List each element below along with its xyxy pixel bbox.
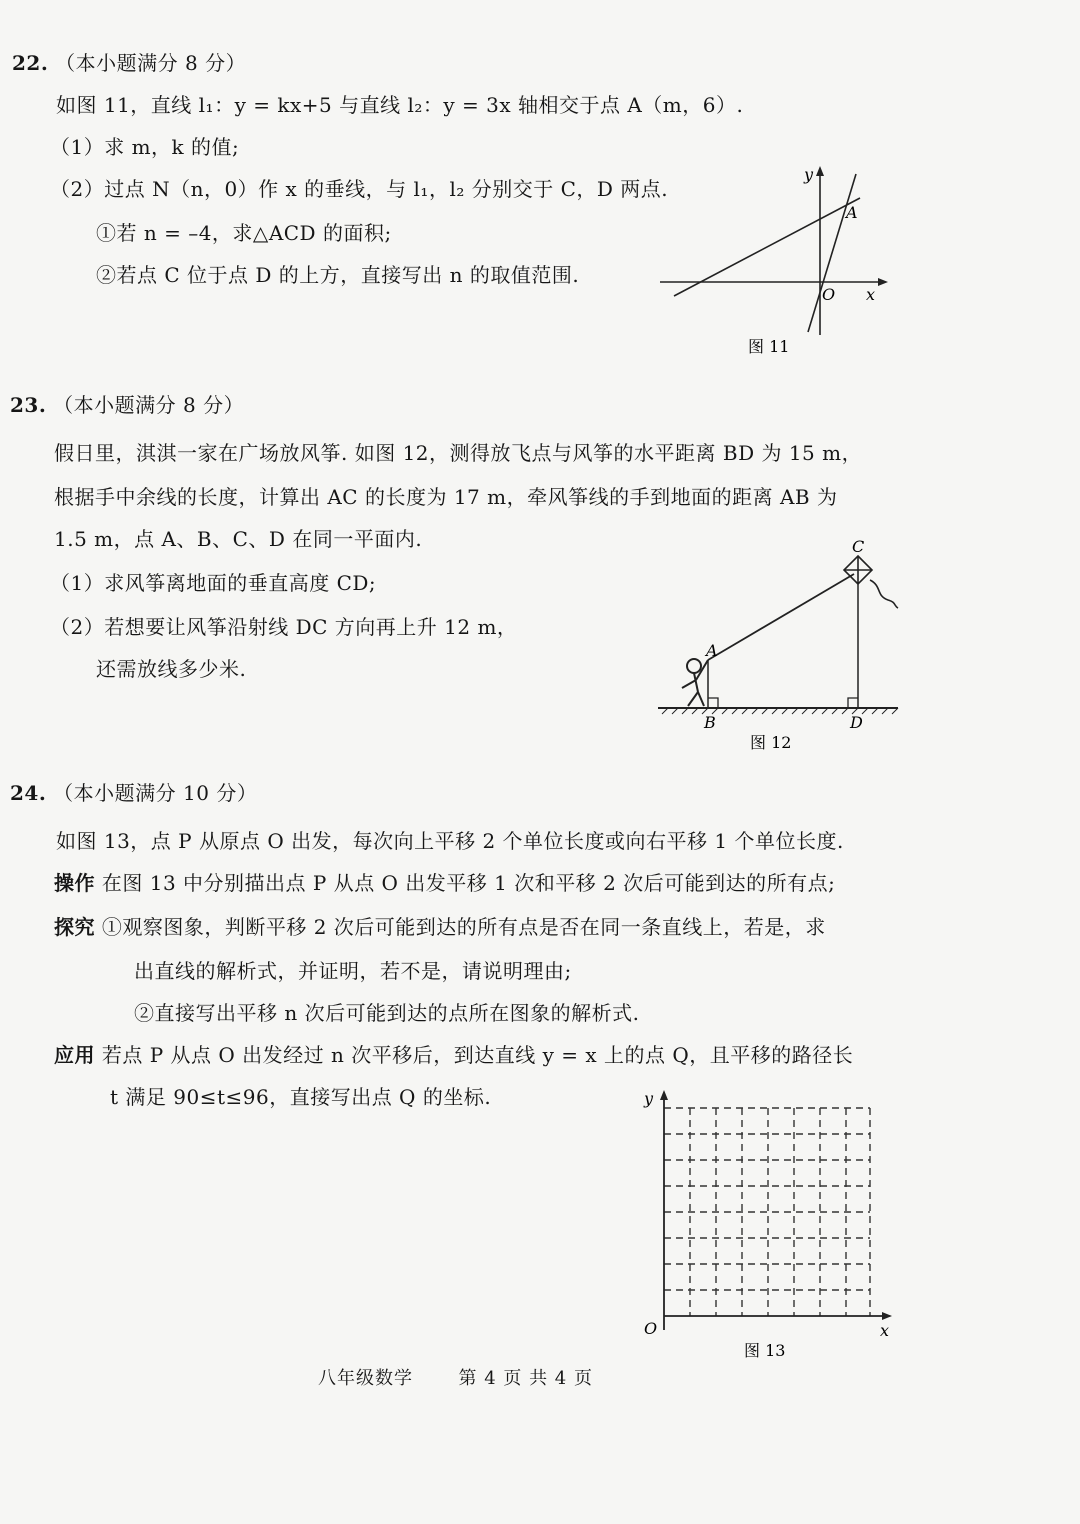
fig13-label-x: x	[880, 1321, 890, 1340]
q24-apply	[54, 1042, 853, 1068]
fig13-y-arrow	[660, 1090, 668, 1100]
q23-stem-line1: 假日里，淇淇一家在广场放风筝. 如图 12，测得放飞点与风筝的水平距离 BD 为 15 m，	[54, 441, 863, 465]
fig12-label-b: B	[704, 713, 716, 732]
fig11-y-arrow	[816, 166, 824, 176]
page-footer	[318, 1364, 593, 1390]
fig11-line-l2	[808, 174, 856, 332]
q24-explore2: ②直接写出平移 n 次后可能到达的点所在图象的解析式.	[134, 1001, 640, 1025]
q22-number: 22.	[12, 51, 49, 75]
q24-explore1-cont: 出直线的解析式，并证明，若不是，请说明理由;	[134, 959, 572, 983]
fig11-x-arrow	[878, 278, 888, 286]
q24-heading	[10, 780, 257, 806]
person-figure	[682, 659, 708, 706]
fig11-label-x: x	[866, 285, 876, 304]
fig12-label-a: A	[706, 641, 718, 660]
q24-apply1: 若点 P 从点 O 出发经过 n 次平移后，到达直线 y = x 上的点 Q，且平移的路径长	[101, 1043, 854, 1067]
q23-header: （本小题满分 8 分）	[53, 393, 245, 417]
q23-part2-cont: 还需放线多少米.	[96, 657, 247, 681]
fig11-label-o: O	[822, 285, 836, 304]
q22-sub1: ①若 n = –4，求△ACD 的面积;	[96, 221, 392, 245]
q24-number: 24.	[10, 781, 47, 805]
q24-op-label: 操作	[54, 871, 95, 895]
fig13-x-arrow	[882, 1312, 892, 1320]
fig11-caption: 图 11	[748, 337, 790, 356]
fig13-label-o: O	[644, 1319, 658, 1338]
fig12-label-c: C	[852, 540, 865, 556]
q22-stem: 如图 11，直线 l₁：y = kx+5 与直线 l₂：y = 3x 轴相交于点 A（m，6）.	[56, 93, 744, 117]
fig13-caption: 图 13	[744, 1341, 786, 1360]
fig11-label-a: A	[846, 203, 858, 222]
q24-stem: 如图 13，点 P 从原点 O 出发，每次向上平移 2 个单位长度或向右平移 1 个单位长度.	[56, 829, 844, 853]
q24-operation	[54, 870, 835, 896]
q24-header: （本小题满分 10 分）	[53, 781, 258, 805]
figure-13	[630, 1084, 900, 1374]
q22-part2: （2）过点 N（n，0）作 x 的垂线，与 l₁，l₂ 分别交于 C，D 两点.	[50, 177, 669, 201]
q24-apply-label: 应用	[54, 1043, 95, 1067]
figure-12	[650, 540, 910, 755]
q23-stem-line3: 1.5 m，点 A、B、C、D 在同一平面内.	[54, 527, 423, 551]
footer-page-number: 第 4 页 共 4 页	[458, 1368, 593, 1389]
footer-subject: 八年级数学	[318, 1368, 413, 1389]
q23-stem-line2: 根据手中余线的长度，计算出 AC 的长度为 17 m，牵风筝线的手到地面的距离 AB 为	[54, 485, 838, 509]
fig13-grid	[664, 1108, 870, 1316]
q23-part2: （2）若想要让风筝沿射线 DC 方向再上升 12 m，	[50, 615, 518, 639]
q22-heading	[12, 50, 246, 76]
q24-explore1: ①观察图象，判断平移 2 次后可能到达的所有点是否在同一条直线上，若是，求	[101, 915, 826, 939]
q22-header: （本小题满分 8 分）	[55, 51, 247, 75]
kite-icon	[844, 556, 898, 608]
q24-apply2: t 满足 90≤t≤96，直接写出点 Q 的坐标.	[110, 1085, 492, 1109]
q22-sub2: ②若点 C 位于点 D 的上方，直接写出 n 的取值范围.	[96, 263, 580, 287]
fig12-right-angle-b	[708, 698, 718, 708]
q23-part1: （1）求风筝离地面的垂直高度 CD;	[50, 571, 377, 595]
fig11-label-y: y	[804, 165, 814, 184]
q23-heading	[10, 392, 244, 418]
q23-number: 23.	[10, 393, 47, 417]
q24-explore-label: 探究	[54, 915, 95, 939]
fig12-kite-string	[708, 574, 854, 660]
q24-op-text: 在图 13 中分别描出点 P 从点 O 出发平移 1 次和平移 2 次后可能到达的所有点;	[101, 871, 836, 895]
figure-11	[660, 160, 890, 360]
fig12-label-d: D	[850, 713, 863, 732]
fig12-right-angle-d	[848, 698, 858, 708]
fig12-caption: 图 12	[750, 733, 792, 752]
q22-part1: （1）求 m，k 的值;	[50, 135, 240, 159]
fig13-label-y: y	[644, 1089, 654, 1108]
q24-explore	[54, 914, 826, 940]
